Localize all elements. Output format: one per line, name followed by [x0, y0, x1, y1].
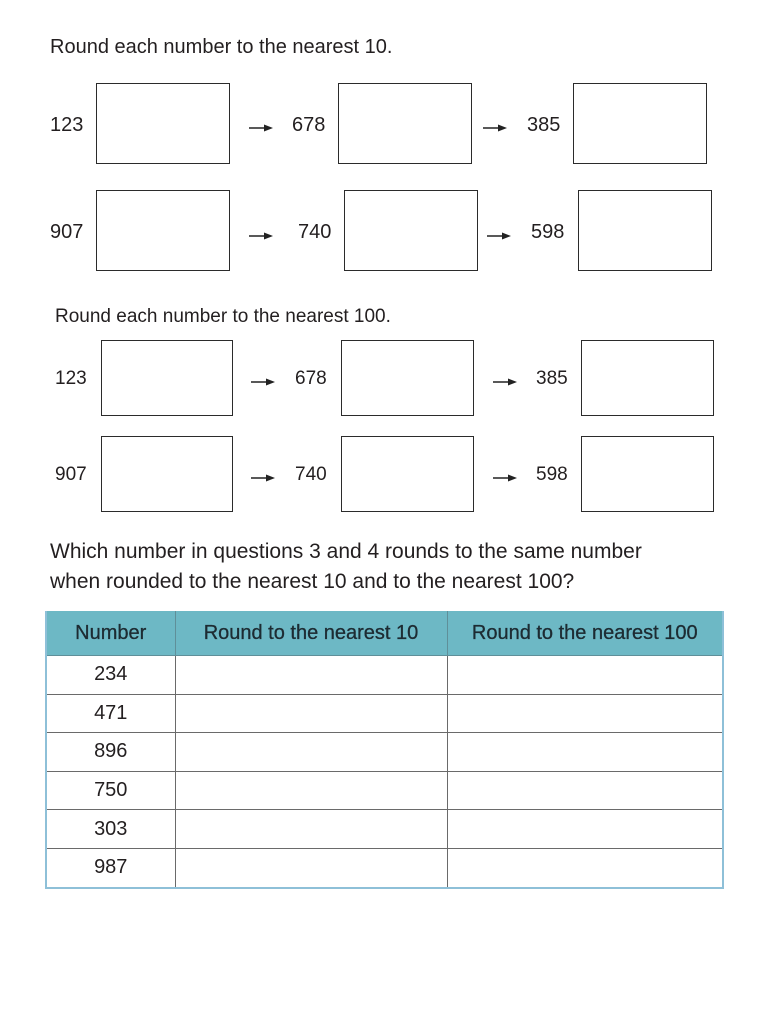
rounding-table — [45, 607, 724, 889]
arrow-right-icon — [483, 123, 507, 133]
nearest-10-cell — [175, 733, 447, 772]
number-cell: 234 — [46, 656, 175, 695]
question-text — [50, 537, 642, 597]
arrow-right-icon — [493, 473, 517, 483]
number-label: 123 — [50, 114, 84, 136]
arrow-right-icon — [251, 473, 275, 483]
arrow-right-icon — [249, 123, 273, 133]
column-header-nearest-10: Round to the nearest 10 — [175, 609, 447, 656]
number-label: 678 — [295, 368, 327, 389]
number-label: 907 — [55, 464, 87, 485]
table-header-row — [46, 609, 723, 656]
table-row — [46, 694, 723, 733]
number-label: 123 — [55, 368, 87, 389]
nearest-100-cell — [447, 656, 723, 695]
number-label: 740 — [295, 464, 327, 485]
number-label: 907 — [50, 221, 84, 243]
answer-box — [96, 83, 230, 164]
nearest-10-cell — [175, 848, 447, 887]
nearest-100-cell — [447, 733, 723, 772]
answer-box — [581, 340, 714, 416]
question-line: Which number in questions 3 and 4 rounds to the same number — [50, 540, 642, 563]
nearest-100-cell — [447, 694, 723, 733]
table-row — [46, 771, 723, 810]
nearest-10-cell — [175, 694, 447, 733]
answer-box — [96, 190, 230, 271]
nearest-10-cell — [175, 656, 447, 695]
nearest-100-cell — [447, 810, 723, 849]
number-label: 740 — [298, 221, 332, 243]
number-label: 385 — [536, 368, 568, 389]
arrow-right-icon — [493, 377, 517, 387]
nearest-100-cell — [447, 771, 723, 810]
number-label: 598 — [536, 464, 568, 485]
table-row — [46, 848, 723, 887]
nearest-10-cell — [175, 810, 447, 849]
number-label: 678 — [292, 114, 326, 136]
answer-box — [344, 190, 478, 271]
rounding-table-container — [45, 607, 722, 889]
answer-box — [578, 190, 712, 271]
answer-box — [338, 83, 472, 164]
number-cell: 987 — [46, 848, 175, 887]
number-cell: 471 — [46, 694, 175, 733]
table-row — [46, 733, 723, 772]
answer-box — [101, 436, 233, 512]
column-header-number: Number — [46, 609, 175, 656]
number-cell: 896 — [46, 733, 175, 772]
number-cell: 750 — [46, 771, 175, 810]
arrow-right-icon — [249, 231, 273, 241]
instruction-nearest-10: Round each number to the nearest 10. — [50, 36, 393, 58]
nearest-100-cell — [447, 848, 723, 887]
answer-box — [101, 340, 233, 416]
answer-box — [573, 83, 707, 164]
answer-box — [581, 436, 714, 512]
table-row — [46, 810, 723, 849]
column-header-nearest-100: Round to the nearest 100 — [447, 609, 723, 656]
number-cell: 303 — [46, 810, 175, 849]
question-line: when rounded to the nearest 10 and to the nearest 100? — [50, 570, 575, 593]
number-label: 385 — [527, 114, 561, 136]
nearest-10-cell — [175, 771, 447, 810]
table-row — [46, 656, 723, 695]
arrow-right-icon — [487, 231, 511, 241]
arrow-right-icon — [251, 377, 275, 387]
answer-box — [341, 340, 474, 416]
instruction-nearest-100: Round each number to the nearest 100. — [55, 306, 391, 327]
answer-box — [341, 436, 474, 512]
number-label: 598 — [531, 221, 565, 243]
